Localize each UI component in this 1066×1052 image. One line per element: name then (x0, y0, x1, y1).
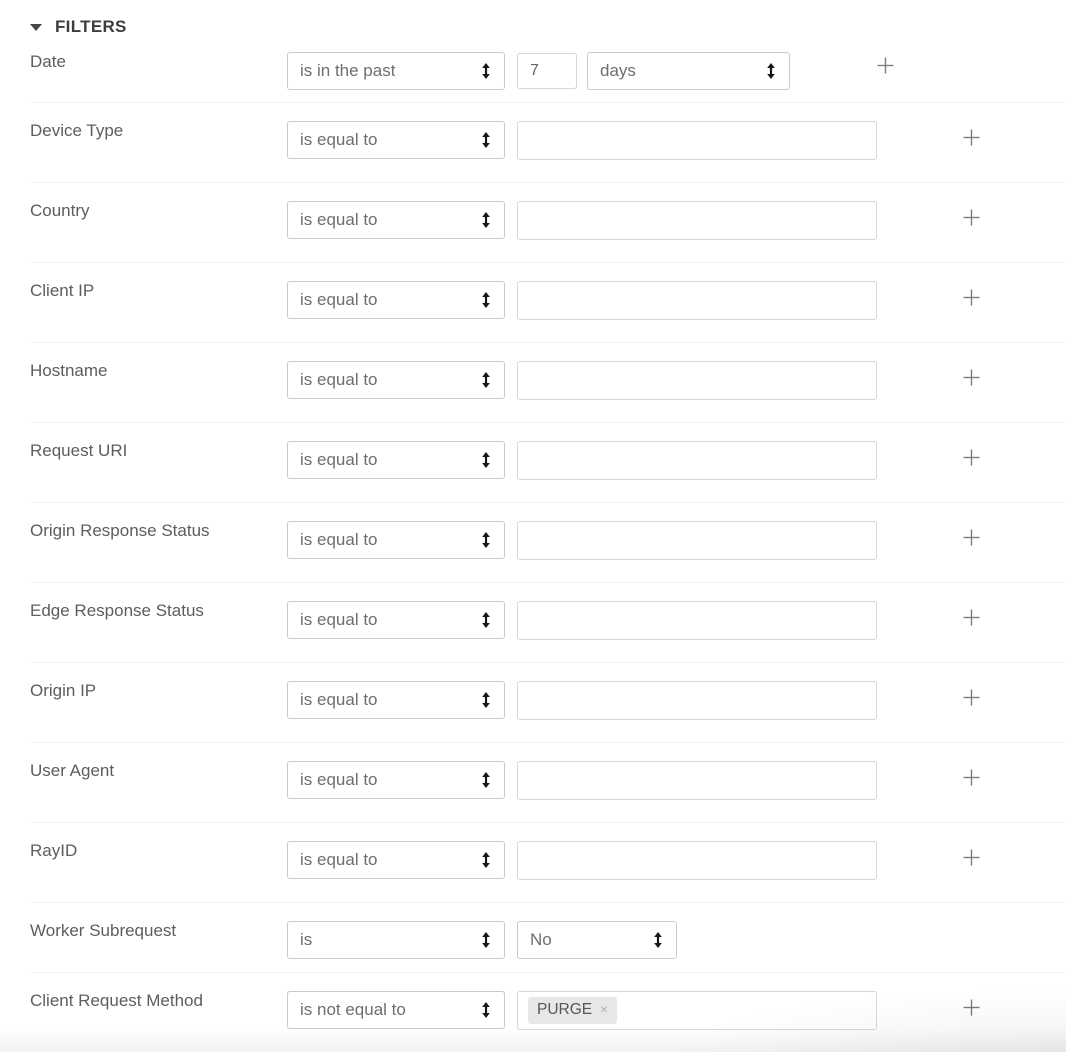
operator-value: is equal to (300, 210, 378, 229)
updown-arrow-icon (481, 452, 491, 468)
filter-label-request-uri: Request URI (30, 441, 128, 460)
plus-icon (963, 449, 980, 466)
add-filter-button[interactable] (876, 56, 894, 74)
device-type-operator-select[interactable] (287, 121, 505, 159)
operator-value: is equal to (300, 450, 378, 469)
updown-arrow-icon (481, 212, 491, 228)
plus-icon (963, 999, 980, 1016)
plus-icon (963, 289, 980, 306)
filter-row-rayid (0, 823, 1066, 903)
updown-arrow-icon (481, 372, 491, 388)
filter-label-user-agent: User Agent (30, 761, 115, 780)
request-uri-operator-select[interactable] (287, 441, 505, 479)
updown-arrow-icon (481, 772, 491, 788)
updown-arrow-icon (481, 63, 491, 79)
client-request-method-operator-select[interactable] (287, 991, 505, 1029)
rayid-value-input[interactable] (517, 841, 877, 880)
filters-section-header[interactable] (0, 0, 1066, 40)
add-filter-button[interactable] (962, 768, 980, 786)
operator-value: is equal to (300, 530, 378, 549)
filter-row-date (0, 40, 1066, 103)
filter-row-client-ip (0, 263, 1066, 343)
request-uri-value-input[interactable] (517, 441, 877, 480)
filter-row-client-request-method (0, 973, 1066, 1052)
add-filter-button[interactable] (962, 608, 980, 626)
device-type-value-input[interactable] (517, 121, 877, 160)
country-operator-select[interactable] (287, 201, 505, 239)
hostname-operator-select[interactable] (287, 361, 505, 399)
add-filter-button[interactable] (962, 688, 980, 706)
origin-ip-value-input[interactable] (517, 681, 877, 720)
filter-row-hostname (0, 343, 1066, 423)
filter-row-device-type (0, 103, 1066, 183)
tag-label: PURGE (537, 1001, 593, 1018)
filter-label-device-type: Device Type (30, 121, 124, 140)
filter-row-origin-response-status (0, 503, 1066, 583)
filter-label-origin-ip: Origin IP (30, 681, 97, 700)
country-value-input[interactable] (517, 201, 877, 240)
filter-row-origin-ip (0, 663, 1066, 743)
filter-label-worker-subrequest: Worker Subrequest (30, 921, 177, 940)
operator-value: is not equal to (300, 1000, 406, 1019)
add-filter-button[interactable] (962, 528, 980, 546)
client-ip-operator-select[interactable] (287, 281, 505, 319)
value-option: No (530, 930, 552, 949)
filter-label-rayid: RayID (30, 841, 78, 860)
filter-row-user-agent (0, 743, 1066, 823)
plus-icon (963, 609, 980, 626)
add-filter-button[interactable] (962, 128, 980, 146)
filter-label-country: Country (30, 201, 90, 220)
operator-value: is equal to (300, 770, 378, 789)
filter-label-hostname: Hostname (30, 361, 108, 380)
edge-response-status-operator-select[interactable] (287, 601, 505, 639)
plus-icon (963, 849, 980, 866)
origin-ip-operator-select[interactable] (287, 681, 505, 719)
filter-row-country (0, 183, 1066, 263)
client-request-method-tags-input[interactable] (517, 991, 877, 1030)
add-filter-button[interactable] (962, 448, 980, 466)
updown-arrow-icon (481, 852, 491, 868)
filter-row-edge-response-status (0, 583, 1066, 663)
updown-arrow-icon (481, 532, 491, 548)
worker-subrequest-operator-select[interactable] (287, 921, 505, 959)
worker-subrequest-value-select[interactable] (517, 921, 677, 959)
edge-response-status-value-input[interactable] (517, 601, 877, 640)
date-operator-value: is in the past (300, 61, 396, 80)
tag-chip (528, 997, 617, 1024)
plus-icon (877, 57, 894, 74)
updown-arrow-icon (653, 932, 663, 948)
hostname-value-input[interactable] (517, 361, 877, 400)
operator-value: is equal to (300, 690, 378, 709)
date-unit-select[interactable] (587, 52, 790, 90)
add-filter-button[interactable] (962, 208, 980, 226)
remove-tag-icon[interactable]: × (600, 1002, 609, 1018)
plus-icon (963, 769, 980, 786)
plus-icon (963, 689, 980, 706)
date-operator-select[interactable] (287, 52, 505, 90)
updown-arrow-icon (481, 932, 491, 948)
plus-icon (963, 369, 980, 386)
operator-value: is equal to (300, 370, 378, 389)
origin-response-status-value-input[interactable] (517, 521, 877, 560)
plus-icon (963, 209, 980, 226)
user-agent-operator-select[interactable] (287, 761, 505, 799)
updown-arrow-icon (481, 132, 491, 148)
updown-arrow-icon (481, 612, 491, 628)
add-filter-button[interactable] (962, 288, 980, 306)
origin-response-status-operator-select[interactable] (287, 521, 505, 559)
updown-arrow-icon (481, 292, 491, 308)
add-filter-button[interactable] (962, 848, 980, 866)
client-ip-value-input[interactable] (517, 281, 877, 320)
updown-arrow-icon (766, 63, 776, 79)
plus-icon (963, 129, 980, 146)
rayid-operator-select[interactable] (287, 841, 505, 879)
operator-value: is equal to (300, 610, 378, 629)
collapse-triangle-icon (30, 24, 42, 31)
filter-label-client-request-method: Client Request Method (30, 991, 203, 1010)
operator-value: is equal to (300, 130, 378, 149)
filter-label-client-ip: Client IP (30, 281, 95, 300)
filter-label-date: Date (30, 52, 66, 71)
plus-icon (963, 529, 980, 546)
operator-value: is equal to (300, 290, 378, 309)
date-unit-value: days (600, 61, 636, 80)
operator-value: is (300, 930, 313, 949)
filter-label-origin-response-status: Origin Response Status (30, 521, 210, 540)
updown-arrow-icon (481, 1002, 491, 1018)
user-agent-value-input[interactable] (517, 761, 877, 800)
filters-title: FILTERS (55, 17, 127, 36)
filter-label-edge-response-status: Edge Response Status (30, 601, 204, 620)
filter-row-worker-subrequest (0, 903, 1066, 973)
add-filter-button[interactable] (962, 368, 980, 386)
date-amount-input[interactable] (517, 53, 577, 89)
updown-arrow-icon (481, 692, 491, 708)
filter-row-request-uri (0, 423, 1066, 503)
operator-value: is equal to (300, 850, 378, 869)
add-filter-button[interactable] (962, 998, 980, 1016)
